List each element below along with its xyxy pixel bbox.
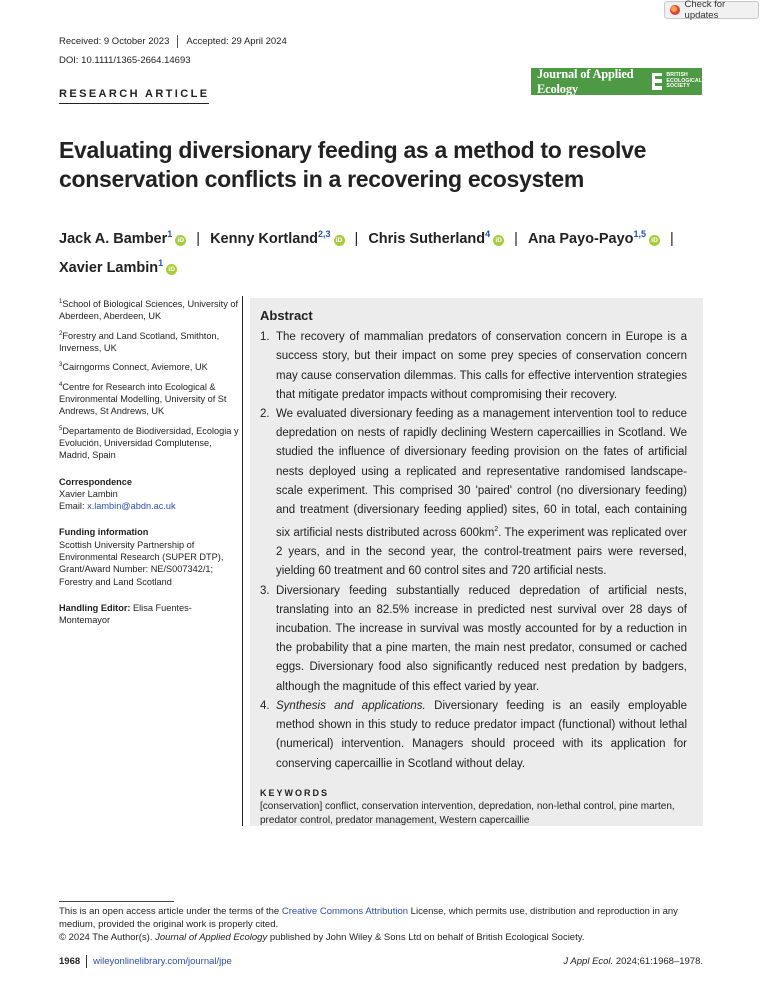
check-for-updates-button[interactable]	[664, 1, 759, 19]
keywords-text: [conservation] conflict, conservation intervention, depredation, non-lethal control, pine marten, predator control, predator management, Western capercaillie	[260, 800, 675, 826]
handling-editor: Handling Editor: Elisa Fuentes-Montemayor	[59, 602, 192, 626]
abstract-item: 2. We evaluated diversionary feeding as a management intervention tool to reduce depredation on nests of rapidly declining Western capercaillies in Scotland. We studied the influence of diversionary feeding provision on the fates of artificial nests deployed using a replicated and representative randomised landscape-scale experiment. This comprised 30 'paired' control (no diversionary feeding) and treatment (diversionary feeding applied) sites, 60 in total, each containing six artificial nests distributed across $600km^2$. The experiment was replicated over 2 years, and in the second year, the control-treatment pairs were reversed, yielding 60 treatment and 60 control sites and 720 artificial nests.	[260, 408, 687, 578]
email-link[interactable]: x.lambin@abdn.ac.uk	[87, 501, 176, 512]
citation: J Appl Ecol. 2024;61:1968–1978.	[563, 956, 703, 967]
correspondence-name: Xavier Lambin	[59, 488, 118, 499]
article-title: Evaluating diversionary feeding as a method to resolve conservation conflicts in a recovering ecosystem	[59, 137, 647, 192]
orcid-icon[interactable]: iD	[493, 235, 504, 246]
author[interactable]: Jack A. Bamber$^1$iD	[59, 231, 186, 247]
accepted-date: Accepted: 29 April 2024	[186, 36, 287, 47]
article-type: RESEARCH ARTICLE	[59, 88, 209, 104]
abstract-item: 4. Synthesis and applications. Diversionary feeding is an easily employable method shown in this study to reduce predator impact (functional) without lethal (numerical) intervention. Managers should proceed with its application for conserving capercaillie in Scotland without delay.	[260, 699, 687, 770]
author-separator: |	[670, 230, 674, 247]
sidebar	[59, 296, 239, 627]
affiliation: $^2$Forestry and Land Scotland, Smithton, Inverness, UK	[59, 330, 220, 354]
affiliation: $^5$Departamento de Biodiversidad, Ecologia y Evolución, Universidad Complutense, Madrid, Spain	[59, 425, 239, 461]
author[interactable]: Kenny Kortland$^{2,3}$iD	[210, 231, 344, 247]
dates-line	[59, 36, 287, 48]
abstract-item: 1. The recovery of mammalian predators of conservation concern in Europe is a success story, but their impact on some prey species of conservation concern may cause conservation dilemmas. This calls for effective intervention strategies that mitigate predator impacts without compromising their recovery.	[260, 331, 687, 401]
author[interactable]: Chris Sutherland$^4$iD	[368, 231, 504, 247]
journal-logo	[531, 68, 702, 95]
column-divider	[242, 296, 243, 826]
orcid-icon[interactable]: iD	[334, 235, 345, 246]
crossmark-icon	[670, 5, 680, 15]
abstract-box	[250, 298, 703, 826]
journal-name: Journal of Applied Ecology	[537, 66, 634, 96]
society-name: BRITISH ECOLOGICAL SOCIETY	[666, 71, 702, 90]
affiliation: $^1$School of Biological Sciences, University of Aberdeen, Aberdeen, UK	[59, 299, 239, 322]
orcid-icon[interactable]: iD	[649, 235, 660, 246]
keywords-heading: KEYWORDS	[260, 787, 330, 798]
author-separator: |	[354, 230, 359, 247]
license-footer: This is an open access article under the terms of the Creative Commons Attribution License, which permits use, distribution and reproduction in any medium, provided the original work is properly cited. © 2024 The Author(s). Journal of Applied Ecology published by John Wiley & Sons Ltd on behalf of British Ecological Society.	[59, 906, 678, 943]
author-list	[59, 222, 709, 280]
doi[interactable]: DOI: 10.1111/1365-2664.14693	[59, 55, 191, 66]
affiliation: $^3$Cairngorms Connect, Aviemore, UK	[59, 362, 208, 373]
footer-rule	[59, 901, 174, 902]
author[interactable]: Xavier Lambin$^1$iD	[59, 260, 177, 276]
page-number: 1968	[59, 956, 81, 967]
correspondence-heading: Correspondence	[59, 476, 133, 487]
check-for-updates-label: Check for updates	[684, 0, 726, 21]
abstract-heading: Abstract	[260, 308, 313, 323]
received-date: Received: 9 October 2023	[59, 36, 170, 47]
society-logo-icon	[652, 73, 662, 90]
orcid-icon[interactable]: iD	[166, 264, 177, 275]
cc-license-link[interactable]: Creative Commons Attribution	[281, 906, 409, 917]
author[interactable]: Ana Payo-Payo$^{1,5}$iD	[528, 231, 660, 247]
page-footer	[59, 955, 703, 968]
footer-divider	[86, 955, 87, 968]
orcid-icon[interactable]: iD	[175, 235, 186, 246]
author-separator: |	[196, 230, 201, 247]
affiliation: $^4$Centre for Research into Ecological & Environmental Modelling, University of St Andrews, St Andrews, UK	[59, 381, 227, 417]
funding-heading: Funding information	[59, 527, 149, 538]
funding-text: Scottish University Partnership of Environmental Research (SUPER DTP), Grant/Award Number: NE/S007342/1; Forestry and Land Scotland	[59, 539, 224, 587]
correspondence-email-line: Email: x.lambin@abdn.ac.uk	[59, 501, 176, 512]
dates-divider	[177, 35, 178, 48]
journal-url-link[interactable]: wileyonlinelibrary.com/journal/jpe	[93, 956, 232, 967]
author-separator: |	[514, 230, 518, 247]
abstract-item: 3. Diversionary feeding substantially reduced depredation of artificial nests, translating into an 82.5% increase in predicted nest survival over 28 days of incubation. The increase in survival was mostly accounted for by a reduction in the probability that a pine marten, the main nest predator, consumed or cached eggs. Diversionary food also significantly reduced nest predation by badgers, although the magnitude of this effect varied by year.	[260, 584, 687, 693]
